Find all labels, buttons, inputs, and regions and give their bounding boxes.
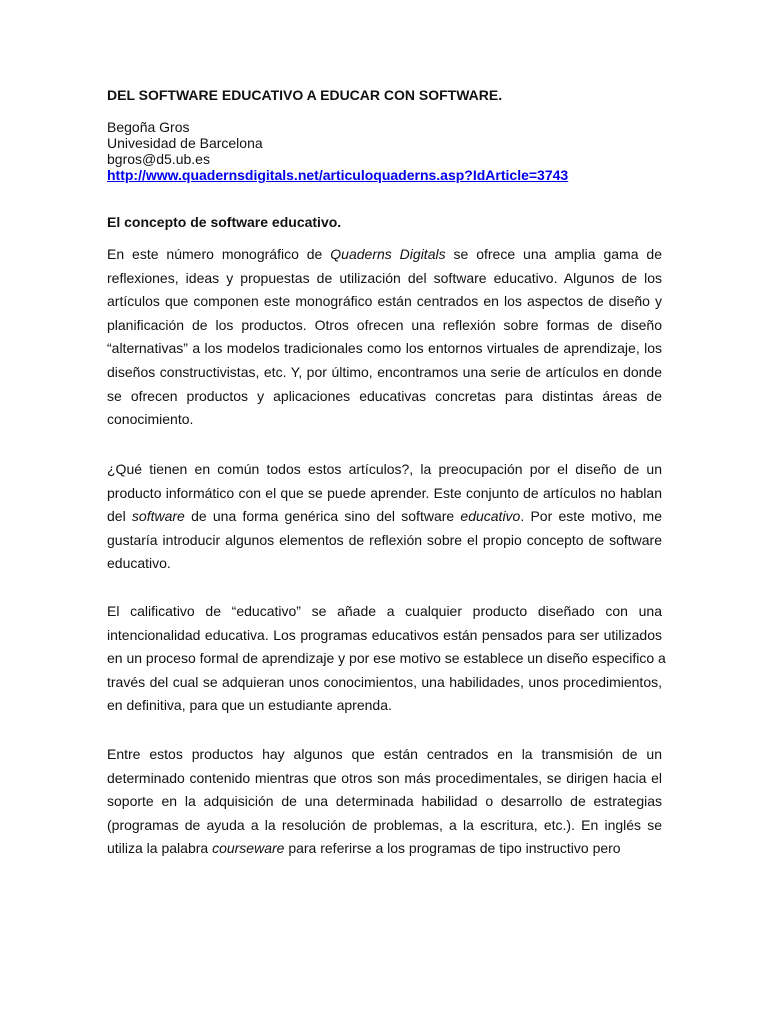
text-run: del [107,508,132,525]
paragraph-line [107,837,662,861]
paragraph [107,743,662,861]
paragraph-line [107,552,662,576]
text-run: “alternativas” a los modelos tradicionales como los entornos virtuales de aprendizaje, los [107,340,662,357]
text-run: se ofrece una amplia gama de [445,246,663,262]
italic-text: software [131,508,185,525]
text-run: intencionalidad educativa. Los programas educativos están pensados para ser utilizados [107,626,662,643]
text-run: producto informático con el que se puede aprender. Este conjunto de artículos no hablan [107,484,662,501]
text-run: través del cual se adquieran unos conocimientos, una habilidades, unos procedimientos, [107,673,662,690]
text-run: El calificativo de “educativo” se añade a cualquier producto diseñado con una [107,603,662,619]
text-run: determinado contenido mientras que otros son más procedimentales, se dirigen hacia el [107,769,662,786]
text-run: planificación de los productos. Otros ofrecen una reflexión sobre formas de diseño [107,316,662,333]
text-run: se ofrecen productos y aplicaciones educativas concretas para distintas áreas de [107,387,662,404]
paragraph-line [107,314,662,338]
paragraph-line [107,385,662,409]
text-run: reflexiones, ideas y propuestas de utilización del software educativo. Algunos de los [107,269,662,286]
paragraph-line [107,624,662,648]
article-link[interactable]: http://www.quadernsdigitals.net/articuloquaderns.asp?IdArticle=3743 [107,167,569,183]
text-run: artículos que componen este monográfico están centrados en los aspectos de diseño y [107,293,662,310]
paragraph-line [107,600,662,624]
text-run: para referirse a los programas de tipo instructivo pero [284,840,621,857]
text-run: en definitiva, para que un estudiante aprenda. [107,697,392,714]
paragraph-line [107,647,666,671]
italic-text: Quaderns Digitals [330,246,446,262]
paragraph-line [107,814,662,838]
paragraph-line [107,267,662,291]
paragraph-line [107,337,662,361]
author-block [107,119,568,183]
paragraph-line [107,529,662,553]
text-run: soporte en la adquisición de una determinada habilidad o desarrollo de estrategias [107,793,662,810]
text-run: diseños constructivistas, etc. Y, por último, encontramos una serie de artículos en donde [107,363,662,380]
text-run: educativo. [107,555,171,572]
author-affiliation: Univesidad de Barcelona [107,135,263,151]
text-run: (programas de ayuda a la resolución de problemas, a la escritura, etc.). En inglés se [107,816,662,833]
text-run: de una forma genérica sino del software [184,508,461,525]
paragraph-line [107,505,662,529]
italic-text: courseware [212,840,285,857]
text-run: utiliza la palabra [107,840,213,857]
paragraph-line [107,290,662,314]
text-run: . Por este motivo, me [520,508,662,525]
paragraph-line [107,790,662,814]
document-title: DEL SOFTWARE EDUCATIVO A EDUCAR CON SOFTWARE. [107,87,503,103]
paragraph-line [107,243,662,267]
text-run: gustaría introducir algunos elementos de reflexión sobre el propio concepto de software [107,531,662,548]
section-heading: El concepto de software educativo. [107,214,342,230]
paragraph-line [107,743,662,767]
paragraph [107,243,662,432]
paragraph-line [107,361,662,385]
author-name: Begoña Gros [107,119,190,135]
paragraph-line [107,408,662,432]
text-run: Entre estos productos hay algunos que están centrados en la transmisión de un [107,746,662,762]
paragraph-line [107,767,662,791]
paragraph [107,600,666,718]
text-run: en un proceso formal de aprendizaje y por ese motivo se establece un diseño especifico a [107,650,666,667]
paragraph-line [107,694,662,718]
paragraph-line [107,671,662,695]
italic-text: educativo [460,508,521,525]
text-run: En este número monográfico de [107,246,331,262]
text-run: conocimiento. [107,411,194,428]
author-email: bgros@d5.ub.es [107,151,210,167]
paragraph [107,458,662,576]
text-run: ¿Qué tienen en común todos estos artículos?, la preocupación por el diseño de un [107,461,662,477]
paragraph-line [107,458,662,482]
paragraph-line [107,482,662,506]
